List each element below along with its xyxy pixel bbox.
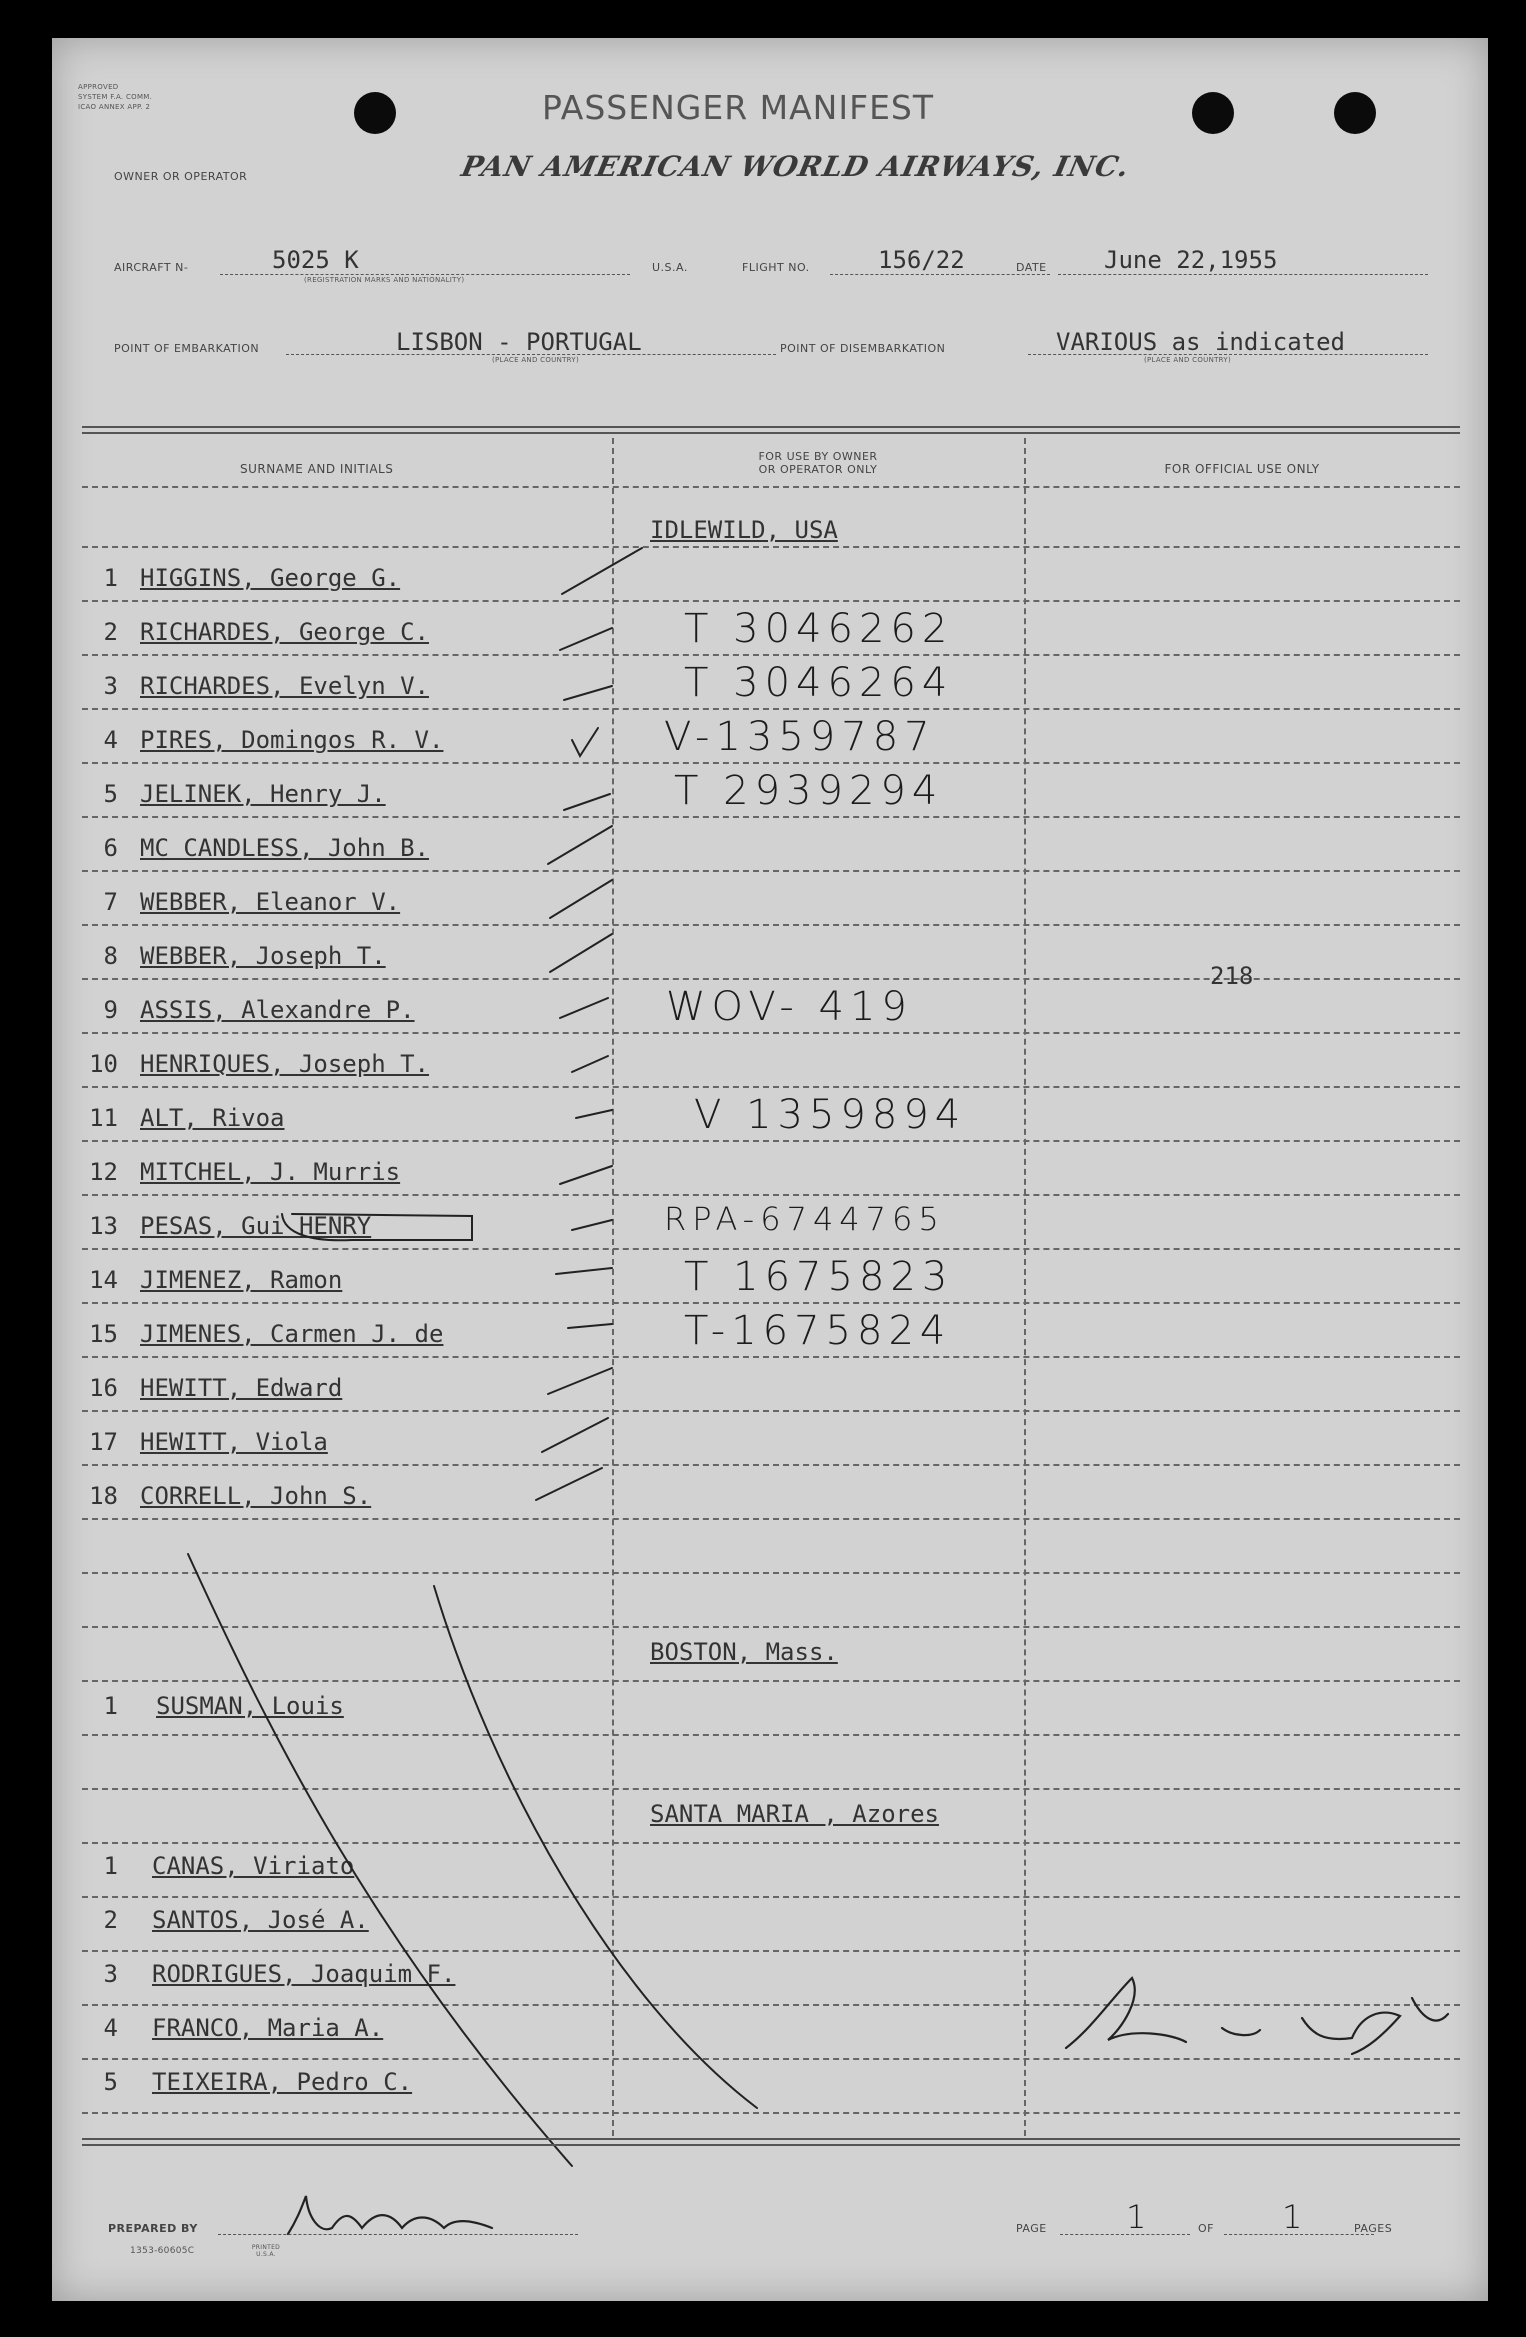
embark-caption: (PLACE AND COUNTRY) <box>492 356 580 364</box>
check-mark <box>560 1166 612 1184</box>
row-number: 1 <box>103 1692 118 1720</box>
passenger-name: CORRELL, John S. <box>140 1482 372 1510</box>
of-label: OF <box>1198 2222 1214 2235</box>
passenger-name: MC CANDLESS, John B. <box>140 834 429 862</box>
check-mark <box>550 934 612 972</box>
manifest-sheet <box>52 38 1488 2301</box>
passenger-name: TEIXEIRA, Pedro C. <box>152 2068 413 2096</box>
passenger-name: RICHARDES, Evelyn V. <box>140 672 429 700</box>
row-number: 1 <box>103 564 118 592</box>
check-mark <box>568 1324 612 1328</box>
passenger-name: JELINEK, Henry J. <box>140 780 386 808</box>
passenger-name: WEBBER, Eleanor V. <box>140 888 401 916</box>
row-number: 4 <box>103 726 118 754</box>
approval-line: APPROVED <box>78 83 119 91</box>
passenger-name: JIMENEZ, Ramon <box>140 1266 343 1294</box>
passenger-name: RODRIGUES, Joaquim F. <box>152 1960 456 1988</box>
passenger-name: HENRIQUES, Joseph T. <box>140 1050 429 1078</box>
row-number: 9 <box>103 996 118 1024</box>
passenger-name: CANAS, Viriato <box>152 1852 355 1880</box>
row-number: 8 <box>103 942 118 970</box>
passenger-name: FRANCO, Maria A. <box>152 2014 384 2042</box>
pages-label: PAGES <box>1354 2222 1393 2235</box>
page-line <box>1060 2234 1190 2235</box>
check-mark <box>564 686 612 700</box>
disembark-caption: (PLACE AND COUNTRY) <box>1144 356 1232 364</box>
handwritten-note: V 1359894 <box>694 1092 967 1138</box>
flight-label: FLIGHT NO. <box>742 261 810 274</box>
circled-correction <box>282 1214 472 1240</box>
date-label: DATE <box>1016 261 1047 274</box>
table-bottom-rule <box>82 2138 1460 2140</box>
column-surname: SURNAME AND INITIALS <box>240 462 394 476</box>
row-number: 4 <box>103 2014 118 2042</box>
check-mark <box>572 728 598 756</box>
page-label: PAGE <box>1016 2222 1047 2235</box>
approval-line: SYSTEM F.A. COMM. <box>78 93 153 101</box>
check-mark <box>562 548 642 594</box>
row-number: 17 <box>89 1428 118 1456</box>
handwritten-note: T 3046262 <box>684 606 954 652</box>
prepared-label: PREPARED BY <box>108 2222 198 2235</box>
row-number: 16 <box>89 1374 118 1402</box>
prepared-line <box>218 2234 578 2235</box>
check-mark <box>572 1056 608 1072</box>
row-number: 6 <box>103 834 118 862</box>
country-label: U.S.A. <box>652 261 688 274</box>
handwritten-note: T 2939294 <box>674 768 944 814</box>
strike-line <box>188 1554 572 2166</box>
check-mark <box>564 794 610 810</box>
check-mark <box>556 1268 612 1274</box>
passenger-name: HIGGINS, George G. <box>140 564 401 592</box>
handwritten-note: T-1675824 <box>684 1308 952 1354</box>
embark-value: LISBON - PORTUGAL <box>396 328 642 356</box>
official-note: 218 <box>1210 962 1254 990</box>
row-number: 2 <box>103 1906 118 1934</box>
aircraft-label: AIRCRAFT N- <box>114 261 189 274</box>
row-number: 3 <box>103 672 118 700</box>
date-value: June 22,1955 <box>1104 246 1278 274</box>
row-number: 2 <box>103 618 118 646</box>
passenger-name: MITCHEL, J. Murris <box>140 1158 401 1186</box>
pen-marks <box>52 38 1488 2301</box>
page-number: 1 <box>1126 2198 1153 2236</box>
row-number: 5 <box>103 2068 118 2096</box>
passenger-name: PIRES, Domingos R. V. <box>140 726 444 754</box>
company-name: PAN AMERICAN WORLD AIRWAYS, INC. <box>458 150 1133 183</box>
check-mark <box>542 1418 608 1452</box>
row-number: 11 <box>89 1104 118 1132</box>
destination-boston: BOSTON, Mass. <box>650 1638 838 1666</box>
handwritten-note: T 1675823 <box>684 1254 954 1300</box>
disembark-value: VARIOUS as indicated <box>1056 328 1345 356</box>
table-bottom-rule-2 <box>82 2144 1460 2146</box>
row-number: 18 <box>89 1482 118 1510</box>
passenger-name: SUSMAN, Louis <box>156 1692 344 1720</box>
column-official: FOR OFFICIAL USE ONLY <box>1164 462 1320 476</box>
destination-idlewild: IDLEWILD, USA <box>650 516 838 544</box>
row-number: 5 <box>103 780 118 808</box>
row-number: 1 <box>103 1852 118 1880</box>
official-signature <box>1066 1978 1448 2054</box>
embark-label: POINT OF EMBARKATION <box>114 342 260 355</box>
passenger-name: ASSIS, Alexandre P. <box>140 996 415 1024</box>
owner-label: OWNER OR OPERATOR <box>114 170 248 183</box>
column-owner-use-line: OR OPERATOR ONLY <box>758 463 878 476</box>
destination-santa-maria: SANTA MARIA , Azores <box>650 1800 939 1828</box>
registration-caption: (REGISTRATION MARKS AND NATIONALITY) <box>304 276 465 284</box>
passenger-name: HEWITT, Viola <box>140 1428 328 1456</box>
passenger-name: SANTOS, José A. <box>152 1906 369 1934</box>
passenger-name: JIMENES, Carmen J. de <box>140 1320 444 1348</box>
passenger-name: WEBBER, Joseph T. <box>140 942 386 970</box>
handwritten-note: RPA-6744765 <box>664 1200 945 1238</box>
row-number: 3 <box>103 1960 118 1988</box>
total-pages: 1 <box>1282 2198 1309 2236</box>
flight-value: 156/22 <box>878 246 965 274</box>
passenger-name: ALT, Rivoa <box>140 1104 285 1132</box>
check-mark <box>576 1110 612 1118</box>
form-number: 1353-60605C <box>130 2246 195 2256</box>
row-number: 14 <box>89 1266 118 1294</box>
check-mark <box>536 1468 602 1500</box>
page-title: PASSENGER MANIFEST <box>542 88 935 127</box>
passenger-name: RICHARDES, George C. <box>140 618 429 646</box>
approval-line: ICAO ANNEX APP. 2 <box>78 103 151 111</box>
strike-line <box>434 1586 757 2108</box>
check-mark <box>560 628 612 650</box>
printed-label: PRINTED U.S.A. <box>251 2244 281 2258</box>
check-mark <box>548 826 612 864</box>
passenger-name: HEWITT, Edward <box>140 1374 343 1402</box>
handwritten-note: V-1359787 <box>664 714 936 760</box>
row-number: 7 <box>103 888 118 916</box>
column-owner-use-line: FOR USE BY OWNER <box>758 450 878 463</box>
check-mark <box>572 1220 612 1230</box>
row-number: 15 <box>89 1320 118 1348</box>
aircraft-value: 5025 K <box>272 246 359 274</box>
check-mark <box>550 880 612 918</box>
handwritten-note: T 3046264 <box>684 660 954 706</box>
check-mark <box>548 1368 612 1394</box>
disembark-label: POINT OF DISEMBARKATION <box>780 342 946 355</box>
row-number: 10 <box>89 1050 118 1078</box>
row-number: 13 <box>89 1212 118 1240</box>
check-mark <box>560 998 608 1018</box>
handwritten-note: WOV- 419 <box>666 984 913 1030</box>
row-number: 12 <box>89 1158 118 1186</box>
passenger-name: PESAS, Gui HENRY <box>140 1212 372 1240</box>
preparer-signature <box>288 2196 492 2234</box>
